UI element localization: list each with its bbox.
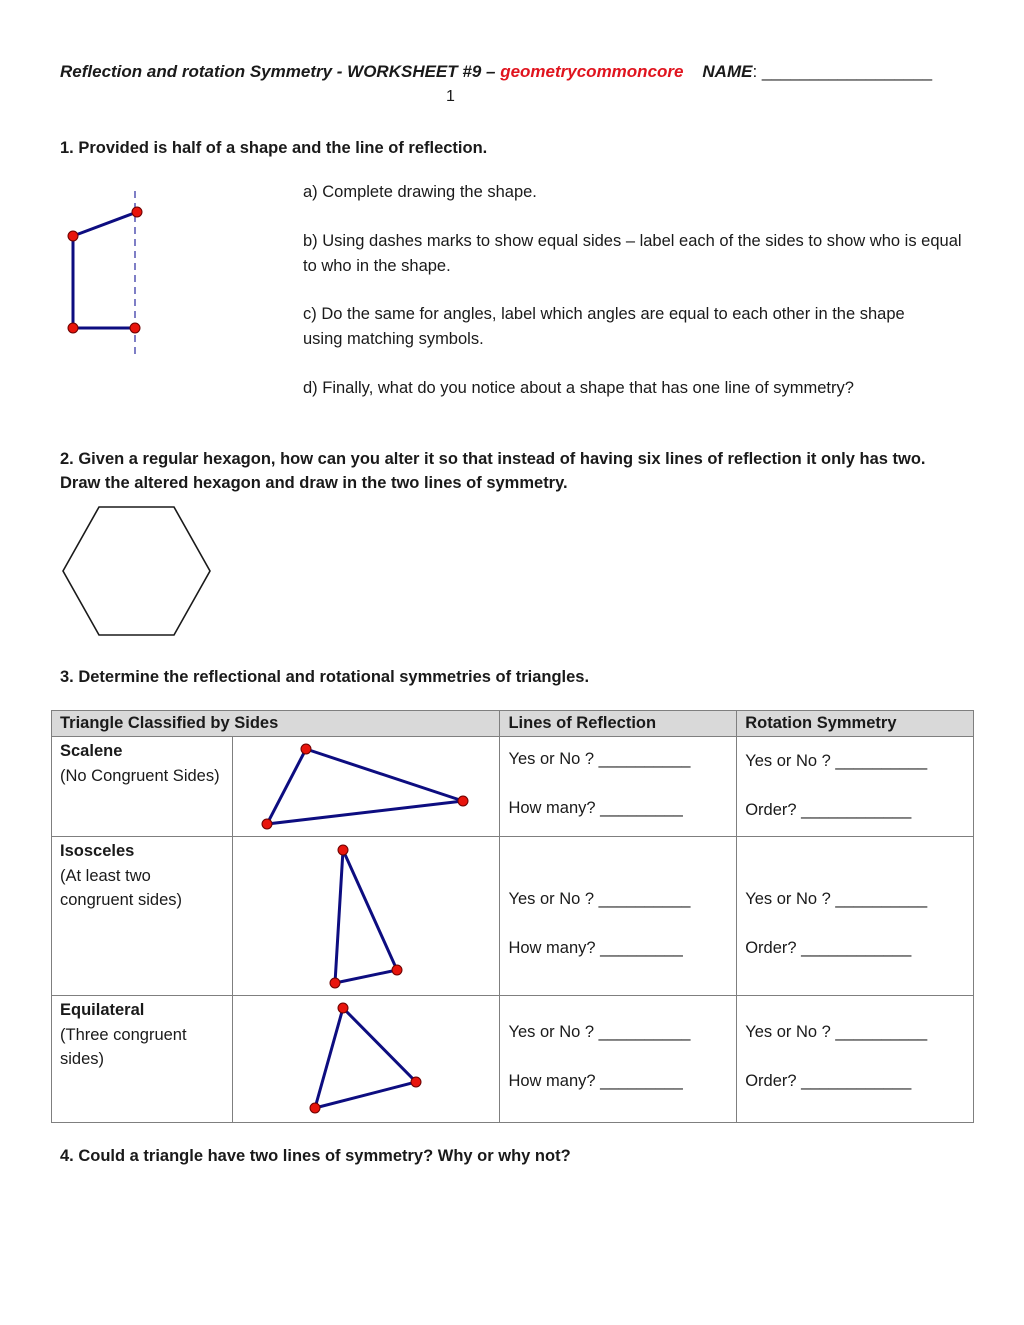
vertex-point [330,978,340,988]
vertex-point [338,1003,348,1013]
rotation-yes-no[interactable]: Yes or No ? __________ [745,890,928,908]
triangle-symmetry-table [51,710,974,1123]
question-1a: a) Complete drawing the shape. [303,183,537,201]
equilateral-triangle-figure [233,996,498,1121]
equilateral-triangle [315,1008,416,1108]
half-shape-figure [55,185,165,365]
reflection-yes-no[interactable]: Yes or No ? __________ [508,1023,691,1041]
vertex-point [411,1077,421,1087]
page-number: 1 [446,88,455,105]
vertex-point [68,231,78,241]
triangle-name: Isosceles [60,842,135,860]
question-1d: d) Finally, what do you notice about a shape that has one line of symmetry? [303,379,854,397]
table-row-isosceles [52,837,974,996]
vertex-point [458,796,468,806]
triangle-description: (Three congruent sides) [60,1025,187,1068]
triangle-description: (At least two congruent sides) [60,866,182,909]
triangle-name: Equilateral [60,1001,145,1019]
vertex-point [301,744,311,754]
rotation-order[interactable]: Order? ____________ [745,1072,912,1090]
reflection-yes-no[interactable]: Yes or No ? __________ [508,890,691,908]
question-3-prompt: 3. Determine the reflectional and rotational symmetries of triangles. [60,668,590,686]
regular-hexagon-figure [55,500,220,645]
vertex-point [132,207,142,217]
rotation-yes-no[interactable]: Yes or No ? __________ [745,752,928,770]
scalene-triangle-figure [233,737,498,835]
column-header-rotation: Rotation Symmetry [737,711,974,737]
vertex-point [262,819,272,829]
column-header-classification: Triangle Classified by Sides [52,711,500,737]
question-1c: c) Do the same for angles, label which angles are equal to each other in the shape using matching symbols. [303,305,905,348]
vertex-point [310,1103,320,1113]
reflection-count[interactable]: How many? _________ [508,799,683,817]
table-row-scalene [52,737,974,837]
worksheet-header [60,62,970,82]
vertex-point [338,845,348,855]
vertex-point [68,323,78,333]
worksheet-title: Reflection and rotation Symmetry - WORKSHEET #9 – [60,62,501,81]
table-row-equilateral [52,996,974,1123]
question-1b: b) Using dashes marks to show equal sides – label each of the sides to show who is equal to who in the shape. [303,232,962,275]
reflection-yes-no[interactable]: Yes or No ? __________ [508,750,691,768]
vertex-point [392,965,402,975]
rotation-order[interactable]: Order? ____________ [745,801,912,819]
reflection-count[interactable]: How many? _________ [508,939,683,957]
vertex-point [130,323,140,333]
isosceles-triangle [335,850,397,983]
triangle-description: (No Congruent Sides) [60,766,220,785]
question-1-prompt: 1. Provided is half of a shape and the line of reflection. [60,139,488,157]
rotation-yes-no[interactable]: Yes or No ? __________ [745,1023,928,1041]
scalene-triangle [267,749,463,824]
name-colon: : [752,62,758,81]
regular-hexagon [63,507,210,635]
name-blank[interactable]: __________________ [757,62,933,81]
triangle-name: Scalene [60,742,123,760]
reflection-count[interactable]: How many? _________ [508,1072,683,1090]
half-shape-outline [73,212,137,328]
question-2-prompt: 2. Given a regular hexagon, how can you alter it so that instead of having six lines of reflection it only has two. Draw the altered hexagon and draw in the two lines of symmetry. [60,450,926,492]
isosceles-triangle-figure [233,837,498,994]
brand-name: geometrycommoncore [500,62,684,81]
name-label: NAME [702,62,753,81]
column-header-reflection: Lines of Reflection [500,711,737,737]
rotation-order[interactable]: Order? ____________ [745,939,912,957]
question-4-prompt: 4. Could a triangle have two lines of symmetry? Why or why not? [60,1147,571,1165]
